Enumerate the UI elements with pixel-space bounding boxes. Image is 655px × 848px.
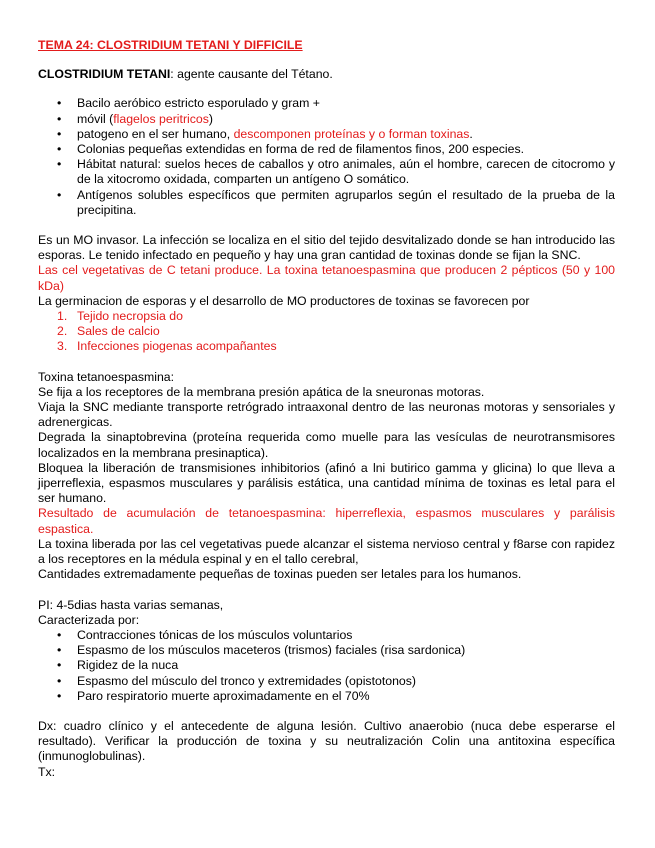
toxin-result-paragraph: Resultado de acumulación de tetanoespasmina: hiperreflexia, espasmos musculares y parálisis espastica.	[38, 506, 615, 536]
invasion-paragraph: Es un MO invasor. La infección se localiza en el sitio del tejido desvitalizado donde se han introducido las esporas. Le tenido infectado en pequeño y hay una gran cantidad de toxinas donde se fijan la SNC.	[38, 233, 615, 263]
features-list	[38, 96, 615, 218]
document-page	[38, 38, 615, 780]
list-item	[38, 142, 615, 157]
list-item	[38, 643, 615, 658]
list-item-text: )	[208, 111, 214, 126]
list-item-text: patogeno en el ser humano,	[77, 126, 234, 141]
list-number: 3.	[57, 339, 68, 354]
toxin-paragraph: Se fija a los receptores de la membrana presión apática de la sneuronas motoras.	[38, 384, 485, 399]
signs-list	[38, 628, 615, 704]
toxin-heading: Toxina tetanoespasmina:	[38, 369, 175, 384]
document-title: TEMA 24: CLOSTRIDIUM TETANI Y DIFFICILE	[38, 38, 303, 52]
vegetative-cells-paragraph: Las cel vegetativas de C tetani produce. La toxina tetanoespasmina que producen 2 pépticos (50 y 100 kDa)	[38, 263, 615, 293]
factors-list	[38, 309, 615, 355]
list-number: 2.	[57, 324, 68, 339]
list-number: 1.	[57, 309, 68, 324]
germination-paragraph: La germinacion de esporas y el desarrollo de MO productores de toxinas se favorecen por	[38, 293, 530, 308]
list-item	[38, 112, 615, 127]
list-item	[38, 96, 615, 111]
list-item-text: Sales de calcio	[77, 324, 160, 339]
list-item-text: Paro respiratorio muerte aproximadamente en el 70%	[77, 688, 370, 703]
list-item-text: Espasmo del músculo del tronco y extremidades (opistotonos)	[77, 673, 417, 688]
list-item-text: Tejido necropsia do	[77, 309, 183, 324]
characterized-by: Caracterizada por:	[38, 612, 140, 627]
toxin-paragraph: Degrada la sinaptobrevina (proteína requerida como muelle para las vesículas de neurotransmisores localizados en la membrana presinaptica).	[38, 430, 615, 460]
list-item-text: móvil (	[77, 111, 114, 126]
diagnosis-paragraph: Dx: cuadro clínico y el antecedente de alguna lesión. Cultivo anaerobio (nuca debe esperarse el resultado). Verificar la producción de toxina y su neutralización Colin una antitoxina específica (inmunoglobulinas).	[38, 718, 615, 764]
list-item	[38, 188, 615, 218]
list-item-text: Bacilo aeróbico estricto esporulado y gram +	[77, 96, 320, 111]
list-item	[38, 127, 615, 142]
list-item	[38, 157, 615, 187]
list-item-text: Antígenos solubles específicos que permiten agruparlos según el resultado de la prueba de la precipitina.	[77, 187, 615, 217]
list-item-text: Contracciones tónicas de los músculos voluntarios	[77, 627, 353, 642]
list-item	[38, 339, 615, 354]
toxin-paragraph: Cantidades extremadamente pequeñas de toxinas pueden ser letales para los humanos.	[38, 567, 522, 582]
list-item-text: Colonias pequeñas extendidas en forma de red de filamentos finos, 200 especies.	[77, 142, 525, 157]
list-item-text: Infecciones piogenas acompañantes	[77, 339, 277, 354]
intro-rest: : agente causante del Tétano.	[170, 67, 333, 82]
toxin-paragraph: Viaja la SNC mediante transporte retrógrado intraaxonal dentro de las neuronas motoras y sensoriales y adrenergicas.	[38, 400, 615, 430]
list-item	[38, 689, 615, 704]
list-item	[38, 658, 615, 673]
list-item-text: Hábitat natural: suelos heces de caballos y otro animales, aún el hombre, carecen de citocromo y de la xitocromo oxidada, comparten un antígeno O somático.	[77, 157, 615, 187]
toxin-paragraph: La toxina liberada por las cel vegetativas puede alcanzar el sistema nervioso central y f8arse con rapidez a los receptores en la médula espinal y en el tallo cerebral,	[38, 536, 615, 567]
highlight-text: descomponen proteínas y o forman toxinas	[233, 126, 470, 141]
list-item-text: Rigidez de la nuca	[77, 658, 179, 673]
list-item-text: .	[469, 126, 473, 141]
list-item-text: Espasmo de los músculos maceteros (trismos) faciales (risa sardonica)	[77, 643, 466, 658]
list-item	[38, 309, 615, 324]
intro-line	[38, 67, 615, 82]
treatment-label: Tx:	[38, 764, 56, 779]
list-item	[38, 674, 615, 689]
toxin-paragraph: Bloquea la liberación de transmisiones inhibitorios (afinó a lni butirico gamma y glicina) lo que lleva a jiperreflexia, espasmos musculares y parálisis estática, una cantidad mínima de toxinas es letal para el ser humano.	[38, 460, 615, 506]
intro-term: CLOSTRIDIUM TETANI	[38, 67, 171, 82]
list-item	[38, 628, 615, 643]
highlight-text: flagelos peritricos	[113, 111, 209, 126]
incubation-period: PI: 4-5dias hasta varias semanas,	[38, 597, 224, 612]
list-item	[38, 324, 615, 339]
